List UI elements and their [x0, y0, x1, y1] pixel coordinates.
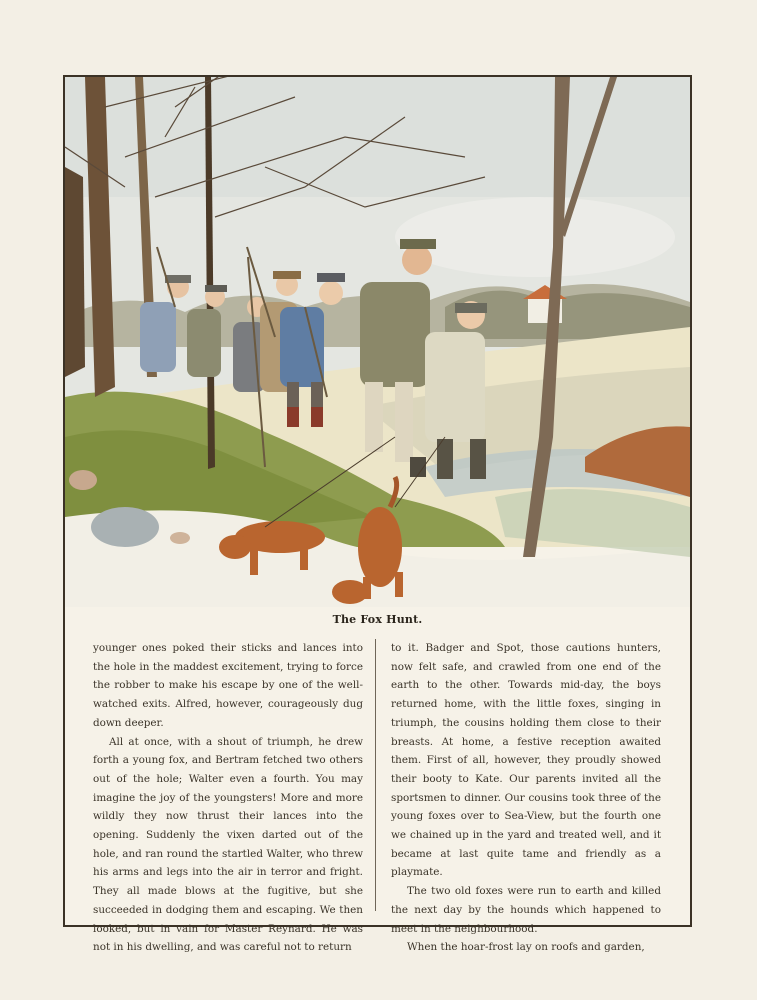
paragraph: When the hoar-frost lay on roofs and garden,	[407, 941, 645, 954]
paragraph: younger ones poked their sticks and lances into the hole in the maddest excitement, trying to force the robber to make his escape by one of the well-watched exits. Alfred, however, courageously dug down deeper.	[93, 642, 363, 729]
right-text-column	[391, 639, 661, 957]
paragraph: The two old foxes were run to earth and killed the next day by the hounds which happened to meet in the neighbourhood.	[391, 885, 661, 935]
fox-hunt-illustration	[65, 77, 690, 607]
paragraph: to it. Badger and Spot, those cautions hunters, now felt safe, and crawled from one end of the earth to the other. Towards mid-day, the boys returned home, with the little foxes, singing in triumph, the cousins holding them close to their breasts. At home, a festive reception awaited them. First of all, however, they proudly showed their booty to Kate. Our parents invited all the sportsmen to dinner. Our cousins took three of the young foxes over to Sea-View, but the fourth one we chained up in the yard and treated well, and it became at last quite tame and friendly as a playmate.	[391, 642, 661, 879]
page-frame	[63, 75, 692, 954]
paragraph: All at once, with a shout of triumph, he drew forth a young fox, and Bertram fetched two others out of the hole; Walter even a fourth. You may imagine the joy of the youngsters! More and more wildly they now thrust their lances into the opening. Suddenly the vixen darted out of the hole, and ran round the startled Walter, who threw his arms and legs into the air in terror and fright. They all made blows at the fugitive, but she succeeded in dodging them and escaping. We then looked, but in vain for Master Reynard. He was not in his dwelling, and was careful not to return	[93, 735, 363, 954]
column-divider	[375, 639, 376, 911]
left-text-column	[93, 639, 363, 957]
illustration-caption: The Fox Hunt.	[332, 613, 423, 626]
